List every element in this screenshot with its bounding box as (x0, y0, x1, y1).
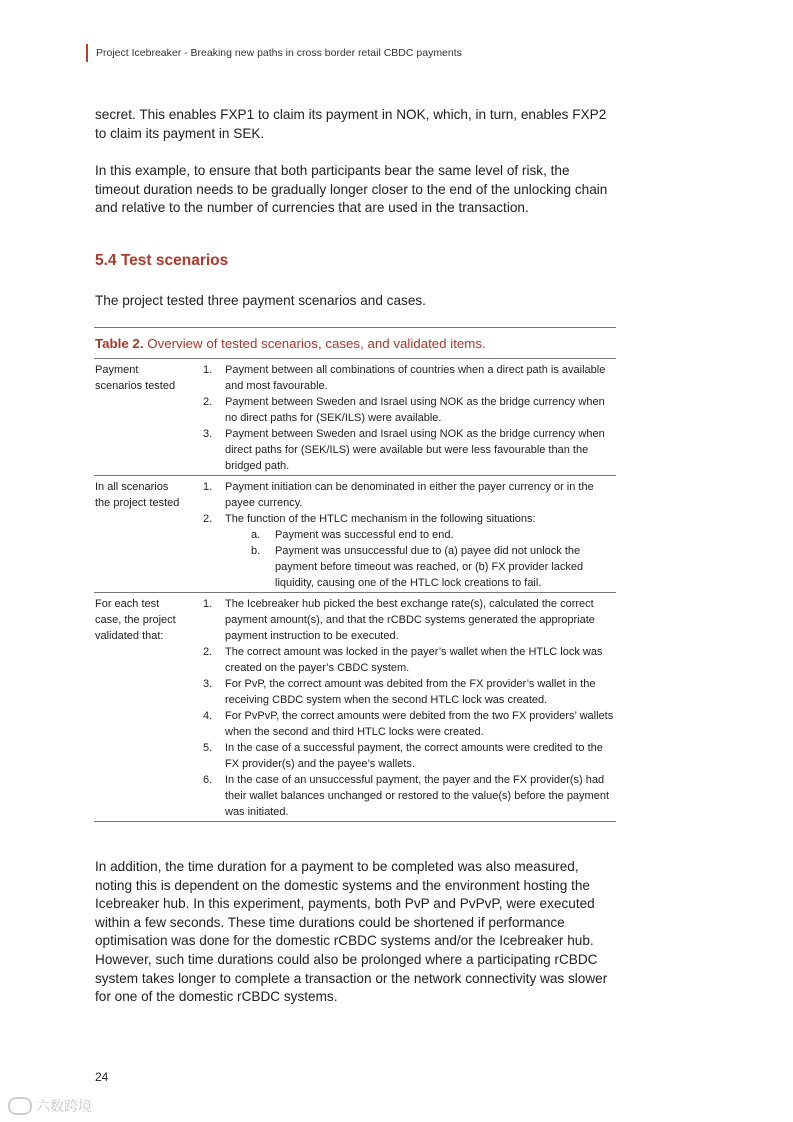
list-item (203, 772, 616, 820)
item-text: For PvP, the correct amount was debited from the FX provider’s wallet in the receiving CBDC system when the second HTLC lock was created. (225, 678, 596, 706)
row-label: For each test case, the project validated that: (95, 598, 176, 642)
item-text: The correct amount was locked in the payer’s wallet when the HTLC lock was created on the payer’s CBDC system. (225, 646, 603, 674)
item-number: 1. (203, 598, 213, 610)
body-paragraph-1: secret. This enables FXP1 to claim its payment in NOK, which, in turn, enables FXP2 to claim its payment in SEK. (95, 107, 607, 141)
item-text: Payment between Sweden and Israel using NOK as the bridge currency when no direct paths for (SEK/ILS) were available. (225, 396, 605, 424)
list-item (203, 596, 616, 644)
subitem-text: Payment was successful end to end. (275, 529, 454, 541)
table-label: Table 2. (95, 336, 144, 351)
subitem-letter: a. (251, 529, 261, 541)
item-text: For PvPvP, the correct amounts were debited from the two FX providers’ wallets when the second and third HTLC locks were created. (225, 710, 614, 738)
body-paragraph-4: In addition, the time duration for a payment to be completed was also measured, noting this is dependent on the domestic systems and the environment hosting the Icebreaker hub. In this experiment, payments, both PvP and PvPvP, were executed within a few seconds. These time durations could be shortened if performance optimisation was done for the domestic rCBDC systems and/or the Icebreaker hub. However, such time durations could also be prolonged where a participating rCBDC system takes longer to complete a transaction or the network connectivity was slower for one of the domestic rCBDC systems. (95, 859, 608, 1005)
list-item (203, 362, 616, 394)
item-number: 1. (203, 364, 213, 376)
subitem-text: Payment was unsuccessful due to (a) payee did not unlock the payment before timeout was reached, or (b) FX provider lacked liquidity, causing one of the HTLC lock creations to fail. (275, 545, 584, 589)
table-top-rule (94, 327, 616, 328)
row-label: Payment scenarios tested (95, 364, 176, 392)
watermark (8, 1096, 92, 1116)
list-item (203, 708, 616, 740)
item-text: Payment between all combinations of countries when a direct path is available and most favourable. (225, 364, 606, 392)
table-row (94, 593, 616, 822)
watermark-logo-icon (8, 1097, 32, 1115)
list-item (203, 426, 616, 474)
subitem-letter: b. (251, 545, 261, 557)
item-number: 4. (203, 710, 213, 722)
item-text: In the case of a successful payment, the correct amounts were credited to the FX provider(s) and the payee’s wallets. (225, 742, 603, 770)
item-text: The Icebreaker hub picked the best exchange rate(s), calculated the correct payment amount(s), and that the rCBDC systems generated the appropriate payment instruction to be executed. (225, 598, 595, 642)
item-number: 2. (203, 396, 213, 408)
item-text: The function of the HTLC mechanism in the following situations: (225, 513, 536, 525)
item-text: Payment initiation can be denominated in either the payer currency or in the payee currency. (225, 481, 594, 509)
table-caption (95, 336, 486, 351)
list-item (203, 479, 616, 511)
item-number: 3. (203, 428, 213, 440)
item-number: 2. (203, 646, 213, 658)
list-item (203, 511, 616, 527)
item-number: 6. (203, 774, 213, 786)
running-header: Project Icebreaker - Breaking new paths in cross border retail CBDC payments (86, 44, 462, 62)
list-item (203, 394, 616, 426)
item-number: 5. (203, 742, 213, 754)
item-number: 3. (203, 678, 213, 690)
sub-list-item (251, 527, 616, 543)
list-item (203, 644, 616, 676)
row-items (185, 362, 616, 474)
watermark-text: 六数跨境 (36, 1098, 92, 1114)
body-paragraph-2: In this example, to ensure that both participants bear the same level of risk, the timeout duration needs to be gradually longer closer to the end of the unlocking chain and relative to the number of currencies that are used in the transaction. (95, 163, 608, 216)
item-number: 2. (203, 513, 213, 525)
table-row (94, 476, 616, 593)
section-heading: 5.4 Test scenarios (95, 252, 229, 269)
item-number: 1. (203, 481, 213, 493)
list-item (203, 676, 616, 708)
item-text: Payment between Sweden and Israel using NOK as the bridge currency when direct paths for (SEK/ILS) were available but were less favourable than the bridged path. (225, 428, 605, 472)
row-label: In all scenarios the project tested (95, 481, 180, 509)
item-text: In the case of an unsuccessful payment, the payer and the FX provider(s) had their wallet balances unchanged or restored to the value(s) before the payment was initiated. (225, 774, 610, 818)
row-items (185, 596, 616, 820)
table-caption-text: Overview of tested scenarios, cases, and validated items. (147, 336, 486, 351)
body-paragraph-3: The project tested three payment scenarios and cases. (95, 293, 426, 308)
page-number: 24 (95, 1070, 109, 1084)
list-item (203, 740, 616, 772)
scenarios-table (94, 358, 616, 822)
sub-list-item (251, 543, 616, 591)
row-items (185, 479, 616, 591)
table-row (94, 358, 616, 476)
